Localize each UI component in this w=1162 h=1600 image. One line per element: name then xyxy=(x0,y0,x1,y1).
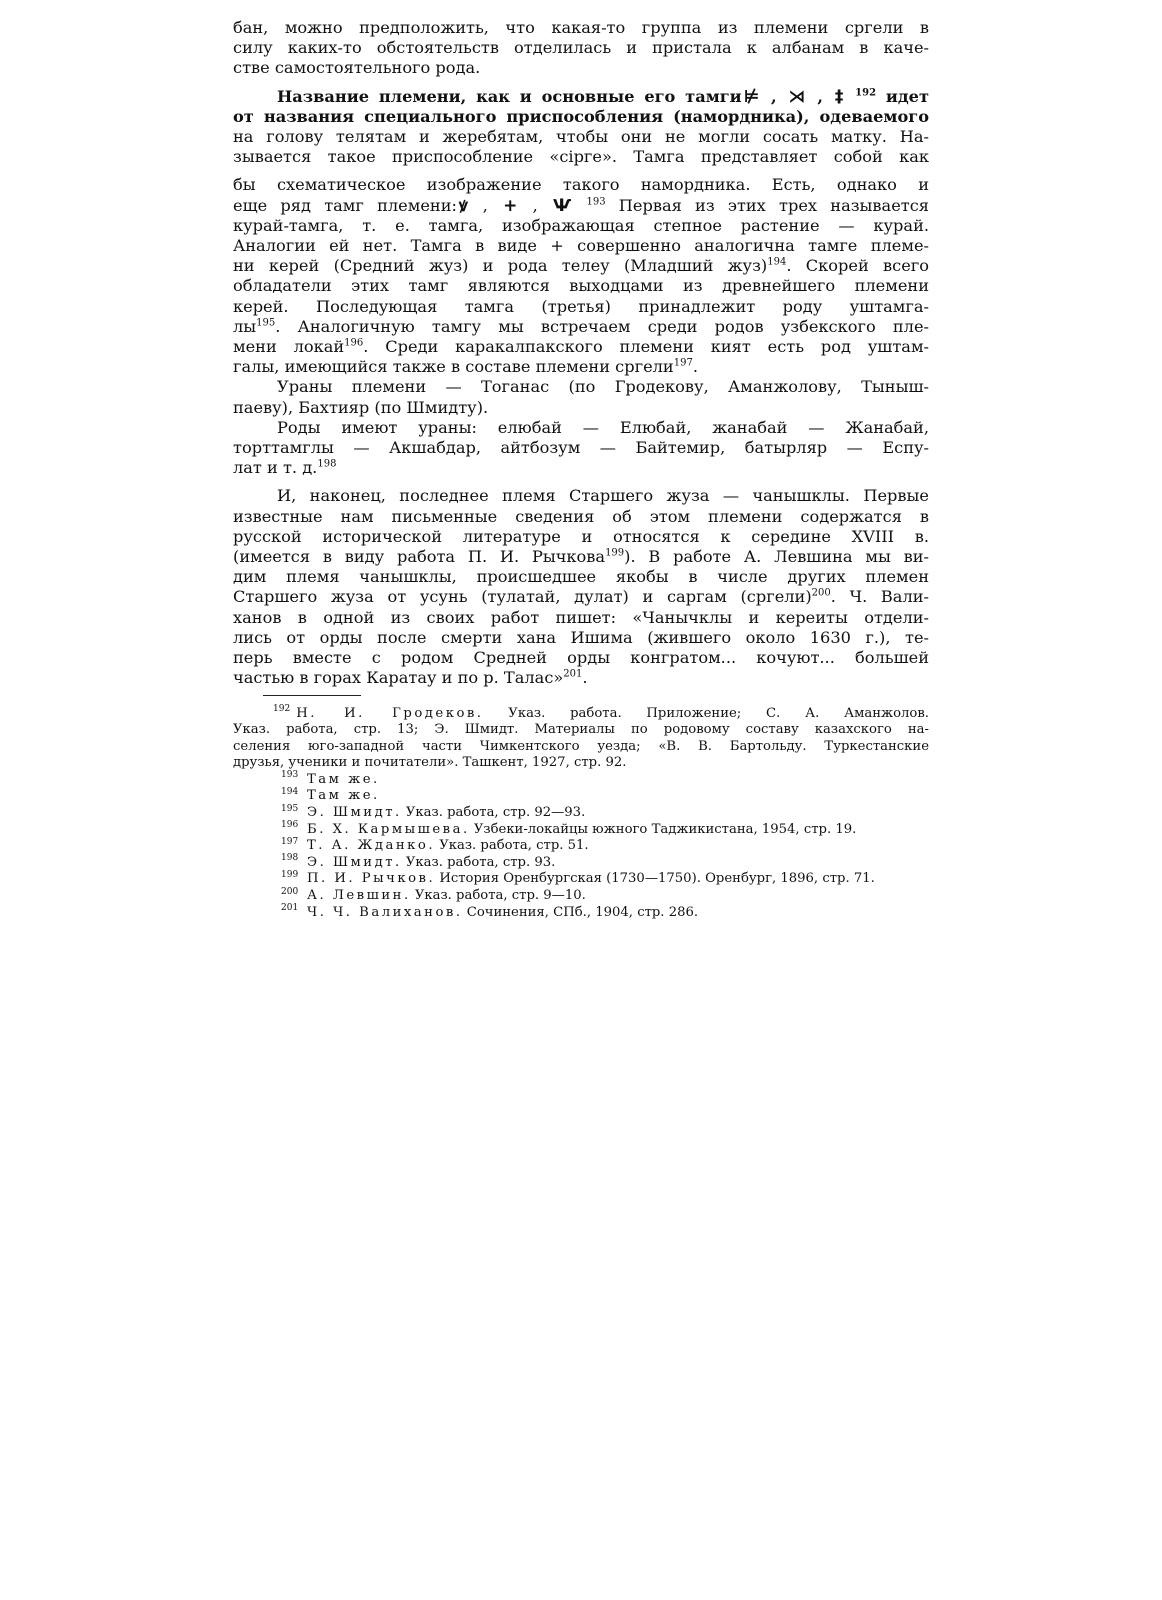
footnote-author: Т. А. Жданко. xyxy=(307,838,436,854)
body-line-text: от названия специального приспособления (намордника), одеваемого xyxy=(233,106,929,126)
tamga-sign-icon: ‡ xyxy=(834,86,844,107)
body-line xyxy=(233,507,929,527)
tamga-sign-icon: + xyxy=(503,195,518,216)
body-line xyxy=(233,127,929,147)
footnote-line: 193 Там же. xyxy=(281,770,380,787)
body-line-text: стве самостоятельного рода. xyxy=(233,58,481,78)
body-line xyxy=(233,216,929,236)
footnote-ref: 197 xyxy=(673,357,693,369)
footnote-line: 197 Т. А. Жданко. Указ. работа, стр. 51. xyxy=(281,836,589,854)
body-line-text: зывается такое приспособление «сiрге». Тамга представляет собой как xyxy=(233,147,929,167)
body-line xyxy=(233,587,929,607)
tamga-sign-icon: ꝟ xyxy=(458,195,468,216)
body-line-text: бан, можно предположить, что какая-то группа из племени сргели в xyxy=(233,18,929,37)
footnote-text: Указ. работа, стр. 9—10. xyxy=(410,888,586,904)
body-line xyxy=(233,547,929,567)
body-line xyxy=(233,256,929,276)
body-line xyxy=(233,297,929,317)
footnote-line: 201 Ч. Ч. Валиханов. Сочинения, СПб., 1904, стр. 286. xyxy=(281,903,699,920)
body-line xyxy=(233,18,929,38)
body-line xyxy=(233,628,929,648)
body-line-text: дим племя чанышклы, происшедшее якобы в числе других племен xyxy=(233,567,929,587)
footnote-author: А. Левшин. xyxy=(307,888,411,904)
body-text xyxy=(233,18,929,689)
body-line-text: лись от орды после смерти хана Ишима (жившего около 1630 г.), те- xyxy=(233,627,929,647)
footnote-ref: 198 xyxy=(317,458,337,470)
body-line-tail: ). В работе А. Левшина мы ви- xyxy=(624,547,929,567)
footnote-text: селения юго-западной части Чимкентского уезда; «В. В. Бартольду. Туркестанские xyxy=(233,738,929,754)
body-line-text: галы, имеющийся также в составе племени сргели xyxy=(233,357,674,377)
body-line xyxy=(233,608,929,628)
body-line xyxy=(233,438,929,458)
body-line-tail: идет xyxy=(876,86,929,106)
footnote-author: Ч. Ч. Валиханов. xyxy=(307,904,463,920)
footnote-line: 198 Э. Шмидт. Указ. работа, стр. 93. xyxy=(281,853,556,870)
footnote-author: П. И. Рычков. xyxy=(307,871,436,887)
footnotes xyxy=(233,706,929,922)
footnote-line xyxy=(233,722,929,739)
body-line xyxy=(233,107,929,127)
body-line-text: (имеется в виду работа П. И. Рычкова xyxy=(233,547,606,567)
footnote-line: 195 Э. Шмидт. Указ. работа, стр. 92—93. xyxy=(281,803,586,821)
footnote-text: Сочинения, СПб., 1904, стр. 286. xyxy=(462,904,699,920)
body-line-tail: . Среди каракалпакского племени кият есть род уштам- xyxy=(363,337,930,357)
body-line xyxy=(233,175,929,195)
body-line-text: русской исторической литературе и относятся к середине XVIII в. xyxy=(233,526,929,546)
body-line-text: силу каких-то обстоятельств отделилась и пристала к албанам в каче- xyxy=(233,38,929,58)
footnote-author: Н. И. Гродеков. xyxy=(296,705,484,721)
footnote-ref: 195 xyxy=(256,317,276,329)
body-line xyxy=(233,527,929,547)
footnote-ref: 199 xyxy=(605,547,625,559)
footnote-text: Указ. работа, стр. 93. xyxy=(401,854,556,870)
body-line-text: мени локай xyxy=(233,337,345,357)
body-line xyxy=(233,236,929,256)
footnote-author: Э. Шмидт. xyxy=(307,854,402,870)
body-line-text: Роды имеют ураны: елюбай — Елюбай, жанабай — Жанабай, xyxy=(277,417,929,437)
body-line-text: лат и т. д. xyxy=(233,458,318,478)
body-line xyxy=(233,486,929,506)
body-line xyxy=(233,337,929,357)
body-line: Название племени, как и основные его тамги ⊭ , ⋊ , ‡ $^{192}$ идет xyxy=(277,86,929,107)
body-line-tail: Первая из этих трех называется xyxy=(605,195,930,215)
tamga-sign-icon: ⊭ xyxy=(743,86,760,107)
footnote-line xyxy=(233,739,929,756)
footnote-text: Указ. работа, стр. 92—93. xyxy=(401,805,586,821)
body-line xyxy=(233,458,929,478)
body-line-text: известные нам письменные сведения об этом племени содержатся в xyxy=(233,506,929,526)
footnote-author: Там же. xyxy=(307,771,380,787)
body-line-text: торттамглы — Акшабдар, айтбозум — Байтемир, батырляр — Еспу- xyxy=(233,438,929,458)
body-line xyxy=(233,398,929,418)
body-line: еще ряд тамг племени: ꝟ , + , Ѱ $^{193}$ Первая из этих трех называется xyxy=(233,195,930,216)
body-line-text: лы xyxy=(233,316,257,336)
body-line xyxy=(233,567,929,587)
footnote-author: Б. Х. Кармышева. xyxy=(307,821,470,837)
footnote-line: 192 Н. И. Гродеков. Указ. работа. Приложение; С. А. Аманжолов. xyxy=(273,704,929,721)
body-line-text: И, наконец, последнее племя Старшего жуза — чанышклы. Первые xyxy=(277,486,929,506)
footnote-ref: 200 xyxy=(811,588,831,600)
body-line-text: Ураны племени — Тоганас (по Гродекову, Аманжолову, Тыныш- xyxy=(277,377,929,397)
document-page xyxy=(233,18,929,921)
body-line xyxy=(233,418,929,438)
body-line-tail: . Ч. Вали- xyxy=(830,587,930,607)
body-line-text: Название племени, как и основные его тамги xyxy=(277,86,742,106)
body-line-text: Старшего жуза от усунь (тулатай, дулат) и саргам (сргели) xyxy=(233,587,812,607)
footnote-ref: 193 xyxy=(586,196,606,208)
body-line-tail: . Скорей всего xyxy=(786,256,930,276)
body-line-text: на голову телятам и жеребятам, чтобы они не могли сосать матку. На- xyxy=(233,127,929,147)
body-line xyxy=(233,58,929,78)
footnote-divider xyxy=(263,695,361,696)
body-line-tail: . Аналогичную тамгу мы встречаем среди родов узбекского пле- xyxy=(275,316,929,336)
body-line xyxy=(233,38,929,58)
footnote-line: 200 А. Левшин. Указ. работа, стр. 9—10. xyxy=(281,886,586,904)
body-line-text: курай-тамга, т. е. тамга, изображающая степное растение — курай. xyxy=(233,215,929,235)
footnote-text: История Оренбургская (1730—1750). Оренбург, 1896, стр. 71. xyxy=(435,871,875,887)
body-line xyxy=(233,357,929,377)
body-line-text: перь вместе с родом Средней орды конгратом... кочуют... большей xyxy=(233,648,929,668)
body-line xyxy=(233,648,929,668)
body-line-tail: . xyxy=(692,357,698,377)
tamga-sign-icon: Ѱ xyxy=(552,195,572,216)
footnote-text: Указ. работа, стр. 13; Э. Шмидт. Материалы по родовому составу казахского на- xyxy=(233,722,929,738)
footnote-line: 199 П. И. Рычков. История Оренбургская (1730—1750). Оренбург, 1896, стр. 71. xyxy=(281,870,875,887)
body-line xyxy=(233,147,929,167)
body-line-text: обладатели этих тамг являются выходцами из древнейшего племени xyxy=(233,276,929,296)
footnote-author: Там же. xyxy=(307,788,380,804)
body-line-text: ханов в одной из своих работ пишет: «Чанычклы и кереиты отдели- xyxy=(233,607,929,627)
body-line xyxy=(233,276,929,296)
footnote-ref: 201 xyxy=(563,668,583,680)
body-line xyxy=(233,668,929,688)
body-line-text: еще ряд тамг племени: xyxy=(233,195,457,215)
tamga-sign-icon: ⋊ xyxy=(788,86,806,107)
footnote-line: 196 Б. Х. Кармышева. Узбеки-локайцы южного Таджикистана, 1954, стр. 19. xyxy=(281,820,857,837)
footnote-text: Узбеки-локайцы южного Таджикистана, 1954, стр. 19. xyxy=(469,821,857,837)
footnote-line: 194 Там же. xyxy=(281,787,380,804)
body-line-text: Аналогии ей нет. Тамга в виде + совершенно аналогична тамге племе- xyxy=(233,236,929,256)
footnote-text: Указ. работа, стр. 51. xyxy=(435,838,589,854)
body-line-text: частью в горах Каратау и по р. Талас» xyxy=(233,668,564,688)
body-line-text: бы схематическое изображение такого намордника. Есть, однако и xyxy=(233,175,929,195)
body-line xyxy=(233,377,929,397)
body-line-tail: . xyxy=(582,668,588,688)
footnote-ref: 196 xyxy=(344,337,364,349)
body-line-text: керей. Последующая тамга (третья) принадлежит роду уштамга- xyxy=(233,296,929,316)
footnote-text: Указ. работа. Приложение; С. А. Аманжолов. xyxy=(483,705,929,721)
footnote-author: Э. Шмидт. xyxy=(307,805,402,821)
body-line-text: паеву), Бахтияр (по Шмидту). xyxy=(233,397,489,417)
footnote-line xyxy=(233,755,929,772)
body-line-text: ни керей (Средний жуз) и рода телеу (Младший жуз) xyxy=(233,256,768,276)
body-line xyxy=(233,317,929,337)
footnote-ref: 192 xyxy=(855,87,877,99)
footnote-ref: 194 xyxy=(767,256,787,268)
footnote-text: друзья, ученики и почитатели». Ташкент, 1927, стр. 92. xyxy=(233,755,627,771)
